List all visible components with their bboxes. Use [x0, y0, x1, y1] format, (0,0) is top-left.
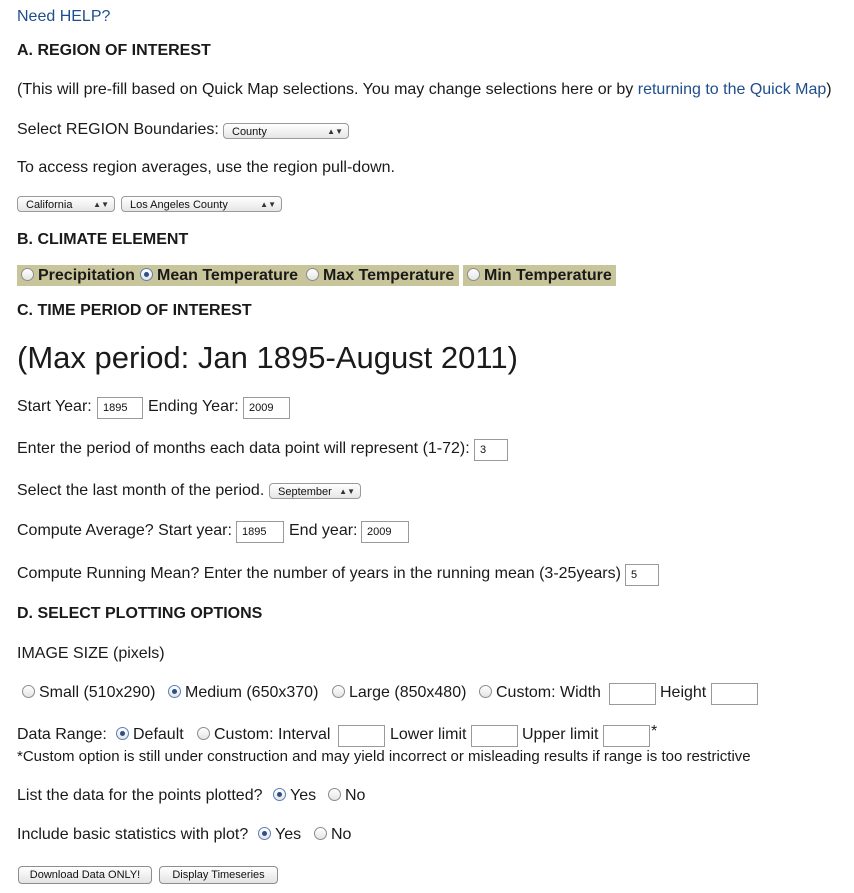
stats-no-label: No: [331, 826, 352, 843]
size-small-option[interactable]: [22, 684, 156, 702]
select-arrows-icon: ▲▼: [260, 200, 276, 209]
element-min-temperature[interactable]: [467, 267, 612, 285]
download-data-button[interactable]: Download Data ONLY!: [18, 866, 152, 884]
element-max-temperature-label: Max Temperature: [323, 267, 455, 284]
radio-list-yes[interactable]: [273, 788, 286, 801]
radio-list-no[interactable]: [328, 788, 341, 801]
section-d-title: D. SELECT PLOTTING OPTIONS: [17, 605, 263, 622]
size-medium-label: Medium (650x370): [185, 684, 319, 701]
select-arrows-icon: ▲▼: [327, 127, 343, 136]
data-range-label: Data Range:: [17, 726, 107, 743]
boundaries-label: Select REGION Boundaries:: [17, 121, 219, 138]
radio-precipitation[interactable]: [21, 268, 34, 281]
radio-size-small[interactable]: [22, 685, 35, 698]
averages-text: To access region averages, use the region pull-down.: [17, 159, 395, 176]
average-end-input[interactable]: 2009: [361, 521, 409, 543]
ending-year-label: Ending Year:: [148, 398, 239, 415]
height-label: Height: [660, 684, 707, 701]
running-mean-input[interactable]: 5: [625, 564, 659, 586]
last-month-select[interactable]: [269, 483, 361, 499]
lower-limit-label: Lower limit: [390, 726, 467, 743]
size-custom-option[interactable]: [479, 684, 601, 702]
radio-size-medium[interactable]: [168, 685, 181, 698]
list-data-label: List the data for the points plotted?: [17, 787, 263, 804]
state-value: California: [26, 199, 73, 211]
select-arrows-icon: ▲▼: [339, 487, 355, 496]
range-custom-label: Custom: Interval: [214, 726, 331, 743]
start-year-label: Start Year:: [17, 398, 92, 415]
size-large-label: Large (850x480): [349, 684, 467, 701]
custom-width-input[interactable]: [609, 683, 656, 705]
radio-min-temperature[interactable]: [467, 268, 480, 281]
stats-label: Include basic statistics with plot?: [17, 826, 249, 843]
county-select[interactable]: [121, 196, 282, 212]
size-custom-label: Custom: Width: [496, 684, 601, 701]
running-mean-label: Compute Running Mean? Enter the number of years in the running mean (3-25years): [17, 565, 621, 582]
lower-limit-input[interactable]: [471, 725, 518, 747]
element-min-temperature-label: Min Temperature: [484, 267, 612, 284]
range-default-label: Default: [133, 726, 184, 743]
element-mean-temperature[interactable]: [140, 267, 298, 285]
months-label: Enter the period of months each data point will represent (1-72):: [17, 440, 470, 457]
size-small-label: Small (510x290): [39, 684, 156, 701]
upper-limit-input[interactable]: [603, 725, 650, 747]
radio-max-temperature[interactable]: [306, 268, 319, 281]
custom-warning: *Custom option is still under construction and may yield incorrect or misleading results if range is too restrictive: [17, 748, 751, 765]
element-max-temperature[interactable]: [306, 267, 454, 285]
radio-stats-yes[interactable]: [258, 827, 271, 840]
radio-stats-no[interactable]: [314, 827, 327, 840]
last-month-label: Select the last month of the period.: [17, 482, 265, 499]
range-default-option[interactable]: [116, 726, 184, 744]
ending-year-input[interactable]: 2009: [243, 397, 290, 419]
region-boundaries-value: County: [232, 126, 267, 138]
asterisk: *: [651, 723, 658, 740]
upper-limit-label: Upper limit: [522, 726, 599, 743]
list-yes-label: Yes: [290, 787, 317, 804]
section-b-title: B. CLIMATE ELEMENT: [17, 231, 189, 248]
list-yes-option[interactable]: [273, 787, 316, 805]
county-value: Los Angeles County: [130, 199, 228, 211]
section-a-title: A. REGION OF INTEREST: [17, 42, 211, 59]
prefill-note-close: ): [826, 81, 832, 98]
average-end-label: End year:: [289, 522, 358, 539]
radio-size-custom[interactable]: [479, 685, 492, 698]
stats-yes-label: Yes: [275, 826, 302, 843]
state-select[interactable]: [17, 196, 115, 212]
radio-mean-temperature[interactable]: [140, 268, 153, 281]
image-size-label: IMAGE SIZE (pixels): [17, 645, 165, 662]
prefill-note: [17, 81, 832, 99]
stats-no-option[interactable]: [314, 826, 351, 844]
element-precipitation[interactable]: [21, 267, 135, 285]
max-period: (Max period: Jan 1895-August 2011): [17, 340, 518, 375]
last-month-value: September: [278, 486, 332, 498]
region-boundaries-select[interactable]: [223, 123, 349, 139]
size-medium-option[interactable]: [168, 684, 318, 702]
display-timeseries-button[interactable]: Display Timeseries: [159, 866, 278, 884]
start-year-input[interactable]: 1895: [97, 397, 143, 419]
average-start-input[interactable]: 1895: [236, 521, 284, 543]
element-mean-temperature-label: Mean Temperature: [157, 267, 299, 284]
months-input[interactable]: 3: [474, 439, 508, 461]
list-no-option[interactable]: [328, 787, 365, 805]
section-c-title: C. TIME PERIOD OF INTEREST: [17, 302, 252, 319]
prefill-note-text: (This will pre-fill based on Quick Map selections. You may change selections here or by: [17, 81, 638, 98]
select-arrows-icon: ▲▼: [93, 200, 109, 209]
range-interval-input[interactable]: [338, 725, 385, 747]
average-start-label: Compute Average? Start year:: [17, 522, 232, 539]
element-precipitation-label: Precipitation: [38, 267, 135, 284]
radio-range-custom[interactable]: [197, 727, 210, 740]
size-large-option[interactable]: [332, 684, 466, 702]
quick-map-link[interactable]: returning to the Quick Map: [637, 81, 827, 98]
range-custom-option[interactable]: [197, 726, 330, 744]
stats-yes-option[interactable]: [258, 826, 301, 844]
help-link[interactable]: Need HELP?: [17, 8, 111, 25]
radio-size-large[interactable]: [332, 685, 345, 698]
radio-range-default[interactable]: [116, 727, 129, 740]
custom-height-input[interactable]: [711, 683, 758, 705]
list-no-label: No: [345, 787, 366, 804]
